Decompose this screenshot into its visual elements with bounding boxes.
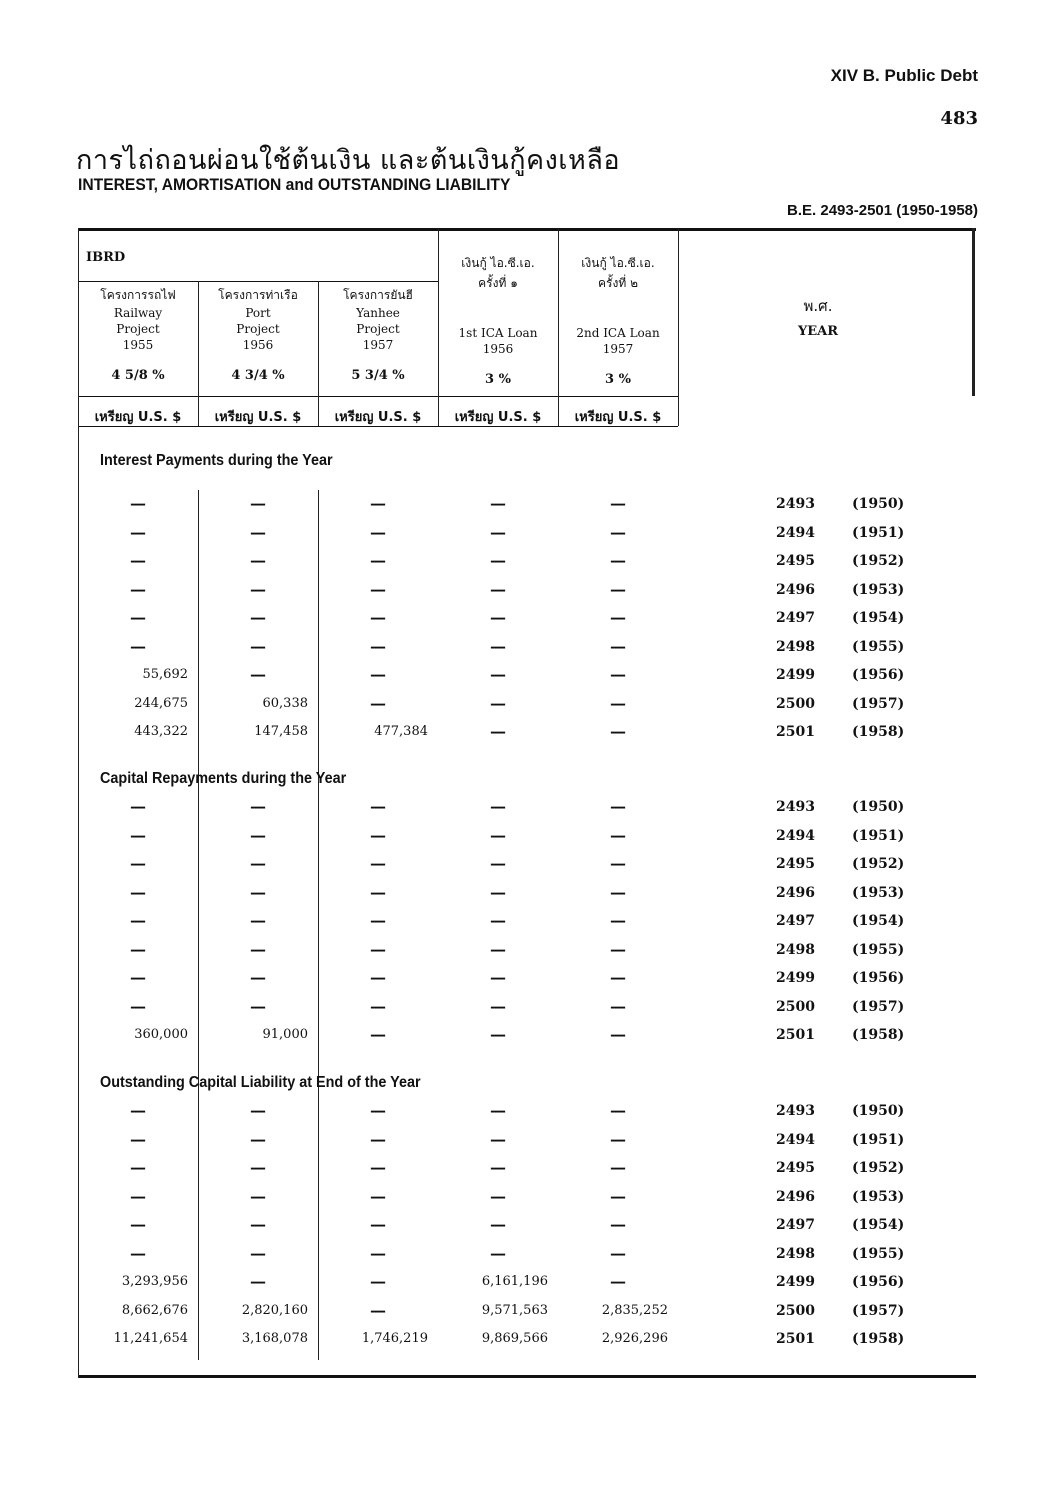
table-row [78,1240,976,1268]
year-be: 2494 [776,524,815,541]
col-2-year: 1956 [242,338,274,352]
col-1-project: Project [116,322,160,336]
col-4-unit: เหรียญ U.S. $ [454,410,542,425]
table-row [78,661,976,689]
table-cell: — [130,579,146,599]
col-1-name: Railway [113,306,163,320]
table-cell: — [250,882,266,902]
table-cell: — [610,1272,626,1291]
year-be: 2501 [776,1027,815,1043]
table-cell: — [370,1243,386,1263]
col-1-thai: โครงการรถไฟ [100,288,176,302]
table-cell: — [370,797,386,816]
col-3-rate: 5 3/4 % [351,368,405,383]
year-ad: (1958) [852,1027,905,1043]
table-cell: — [610,693,626,713]
table-cell: — [370,636,386,656]
table-cell: — [130,996,146,1016]
table-cell: — [250,1101,266,1120]
table-cell: — [130,1129,146,1149]
table-row [78,964,976,992]
table-row [78,519,976,547]
table-cell: — [370,693,386,713]
year-be: 2493 [776,496,815,512]
table-cell: — [610,1025,626,1044]
col-3-project: Project [356,322,400,336]
table-cell: — [370,1300,386,1320]
col-4-name: 1st ICA Loan [458,326,538,340]
table-cell: — [610,1215,626,1234]
table-cell: — [130,1243,146,1263]
table-cell: — [250,825,266,845]
table-cell: — [490,1215,506,1234]
year-be: 2494 [776,827,815,844]
table-cell: — [610,1158,626,1177]
year-be: 2498 [776,941,815,958]
table-cell: 3,168,078 [241,1331,308,1346]
table-cell: — [130,939,146,959]
table-cell: 2,835,252 [601,1302,668,1318]
year-be: 2493 [776,799,815,815]
table-cell: — [130,1186,146,1206]
year-be: 2499 [776,1274,815,1290]
table-cell: — [610,996,626,1016]
year-ad: (1956) [852,667,905,683]
year-be: 2497 [776,610,815,626]
table-cell: — [370,1158,386,1177]
col-4-thai-2: ครั้งที่ ๑ [478,276,518,290]
year-be: 2497 [776,913,815,929]
table-cell: — [130,1101,146,1120]
table-row [78,633,976,661]
table-cell: — [250,1215,266,1234]
year-be: 2496 [776,581,815,598]
table-cell: 147,458 [254,724,308,739]
col-4-year: 1956 [482,342,514,356]
table-cell: 2,926,296 [601,1331,668,1346]
year-be: 2497 [776,1217,815,1233]
table-cell: — [490,939,506,959]
table-cell: 91,000 [262,1027,308,1042]
table-row [78,850,976,878]
year-be: 2500 [776,695,815,712]
col-5-rate: 3 % [605,372,631,387]
page-title: INTEREST, AMORTISATION and OUTSTANDING LIABILITY [78,175,511,194]
table-cell: 3,293,956 [121,1274,188,1289]
table-row [78,1154,976,1182]
table-cell: — [130,608,146,627]
year-be: 2500 [776,1302,815,1319]
table-cell: — [490,1186,506,1206]
page-title-thai: การไถ่ถอนผ่อนใช้ต้นเงิน และต้นเงินกู้คงเหลือ [76,145,621,176]
col-3-thai: โครงการยันฮี [343,288,413,302]
table-cell: — [370,1129,386,1149]
table-cell: 8,662,676 [121,1302,188,1318]
table-cell: — [250,636,266,656]
table-cell: — [370,911,386,930]
table-cell: — [250,1243,266,1263]
table-cell: — [610,608,626,627]
year-ad: (1955) [852,638,905,655]
table-cell: — [370,494,386,513]
table-row [78,547,976,575]
table-cell: — [130,1215,146,1234]
table-top-rule [78,228,976,231]
year-be: 2493 [776,1103,815,1119]
table-cell: — [250,797,266,816]
table-cell: 443,322 [134,724,188,739]
table-cell: — [490,1129,506,1149]
table-cell: — [250,1186,266,1206]
year-ad: (1951) [852,827,905,844]
table-row [78,1097,976,1125]
year-be: 2495 [776,553,815,569]
table-cell: — [610,1129,626,1149]
table-cell: 11,241,654 [113,1331,188,1346]
year-ad: (1956) [852,1274,905,1290]
table-cell: 9,571,563 [481,1302,548,1318]
section-label: XIV B. Public Debt [830,66,978,85]
group-rule [78,281,438,282]
table-cell: — [490,722,506,741]
year-be: 2498 [776,1245,815,1262]
col-3-unit: เหรียญ U.S. $ [334,410,422,425]
table-cell: — [490,1158,506,1177]
table-cell: 2,820,160 [241,1302,308,1318]
table-cell: — [250,608,266,627]
table-cell: — [250,494,266,513]
year-ad: (1954) [852,610,905,626]
table-cell: — [610,882,626,902]
col-4-rate: 3 % [485,372,511,387]
year-ad: (1957) [852,1302,905,1319]
year-ad: (1953) [852,1188,905,1205]
table-cell: — [130,968,146,987]
table-cell: — [130,911,146,930]
year-ad: (1953) [852,884,905,901]
table-cell: — [490,1025,506,1044]
year-ad: (1951) [852,1131,905,1148]
table-cell: — [250,911,266,930]
table-cell: — [490,968,506,987]
year-be: 2494 [776,1131,815,1148]
year-ad: (1958) [852,724,905,740]
col-4-thai-1: เงินกู้ ไอ.ซี.เอ. [461,256,535,270]
table-cell: — [250,1272,266,1291]
year-ad: (1957) [852,695,905,712]
table-cell: — [250,996,266,1016]
year-ad: (1955) [852,1245,905,1262]
table-cell: — [370,1186,386,1206]
period-label: B.E. 2493-2501 (1950-1958) [787,202,978,219]
table-row [78,1211,976,1239]
table-cell: — [490,854,506,873]
table-cell: — [610,636,626,656]
table-cell: — [370,854,386,873]
year-be: 2501 [776,1331,815,1347]
table-cell: — [610,854,626,873]
table-cell: — [610,797,626,816]
table-cell: — [370,825,386,845]
table-row [78,879,976,907]
table-cell: — [610,939,626,959]
table-cell: — [130,882,146,902]
table-row [78,1268,976,1296]
table-cell: — [370,939,386,959]
table-cell: — [490,579,506,599]
col-2-rate: 4 3/4 % [231,368,285,383]
table-cell: — [610,968,626,987]
table-cell: — [610,722,626,741]
year-be: 2499 [776,970,815,986]
table-cell: — [490,1101,506,1120]
year-ad: (1954) [852,913,905,929]
table-cell: — [610,522,626,542]
table-cell: — [130,854,146,873]
col-1-rate: 4 5/8 % [111,368,165,383]
table-cell: — [610,494,626,513]
table-cell: — [370,882,386,902]
table-cell: — [490,494,506,513]
table-cell: 60,338 [262,695,308,711]
year-header: YEAR [797,324,839,339]
col-sep-5 [678,228,679,426]
year-ad: (1950) [852,1103,905,1119]
col-2-project: Project [236,322,280,336]
table-cell: — [250,551,266,570]
col-2-name: Port [245,306,271,320]
year-ad: (1951) [852,524,905,541]
year-ad: (1952) [852,553,905,569]
table-cell: — [250,1158,266,1177]
table-cell: — [490,825,506,845]
table-cell: — [130,797,146,816]
section-title-capital: Capital Repayments during the Year [100,770,347,787]
table-row [78,1297,976,1325]
table-cell: — [370,996,386,1016]
section-title-outstanding: Outstanding Capital Liability at End of the Year [100,1074,421,1091]
table-row [78,936,976,964]
table-cell: — [490,551,506,570]
col-5-year: 1957 [602,342,634,356]
table-cell: — [610,825,626,845]
table-row [78,718,976,746]
table-cell: — [370,1025,386,1044]
table-cell: — [250,522,266,542]
table-cell: 6,161,196 [481,1274,548,1289]
table-cell: 1,746,219 [361,1331,428,1346]
table-row [78,604,976,632]
table-cell: — [610,665,626,684]
table-cell: — [610,1186,626,1206]
table-cell: — [370,968,386,987]
year-header-thai: พ.ศ. [803,297,833,315]
table-cell: — [610,911,626,930]
table-row [78,1021,976,1049]
table-cell: — [610,1243,626,1263]
table-cell: 55,692 [142,667,188,682]
table-cell: — [490,911,506,930]
table-row [78,1183,976,1211]
year-be: 2501 [776,724,815,740]
year-ad: (1956) [852,970,905,986]
year-ad: (1957) [852,998,905,1015]
table-cell: — [370,579,386,599]
table-cell: — [490,882,506,902]
year-ad: (1950) [852,496,905,512]
col-5-unit: เหรียญ U.S. $ [574,410,662,425]
year-ad: (1954) [852,1217,905,1233]
table-cell: — [610,579,626,599]
table-cell: — [370,1101,386,1120]
group-label: IBRD [86,250,126,265]
table-cell: 360,000 [134,1027,188,1042]
year-ad: (1950) [852,799,905,815]
table-cell: — [490,608,506,627]
year-ad: (1955) [852,941,905,958]
table-row [78,1126,976,1154]
table-cell: — [610,551,626,570]
table-cell: — [130,636,146,656]
year-be: 2496 [776,884,815,901]
col-5-thai-1: เงินกู้ ไอ.ซี.เอ. [581,256,655,270]
table-cell: 244,675 [134,695,188,711]
table-row [78,907,976,935]
table-cell: — [370,1272,386,1291]
col-1-year: 1955 [122,338,154,352]
table-cell: — [490,665,506,684]
table-cell: — [490,693,506,713]
year-be: 2499 [776,667,815,683]
year-ad: (1952) [852,1160,905,1176]
table-right-border [972,228,975,396]
table-cell: — [370,522,386,542]
table-cell: — [610,1101,626,1120]
table-cell: — [130,825,146,845]
table-cell: — [370,1215,386,1234]
table-row [78,822,976,850]
table-cell: — [370,665,386,684]
table-cell: — [250,854,266,873]
table-cell: 477,384 [374,724,428,739]
table-cell: — [490,522,506,542]
table-cell: — [250,1129,266,1149]
table-cell: 9,869,566 [481,1331,548,1346]
col-3-year: 1957 [362,338,394,352]
col-5-thai-2: ครั้งที่ ๒ [598,276,638,290]
table-cell: — [490,797,506,816]
year-be: 2495 [776,1160,815,1176]
table-cell: — [490,636,506,656]
col-1-unit: เหรียญ U.S. $ [94,410,182,425]
col-3-name: Yanhee [356,306,400,320]
col-2-unit: เหรียญ U.S. $ [214,410,302,425]
page-number: 483 [940,108,978,129]
section-title-interest: Interest Payments during the Year [100,452,333,469]
table-cell: — [490,1243,506,1263]
table-row [78,793,976,821]
table-cell: — [370,608,386,627]
year-ad: (1952) [852,856,905,872]
year-be: 2495 [776,856,815,872]
table-cell: — [130,494,146,513]
data-table [78,228,976,1378]
table-cell: — [250,968,266,987]
col-2-thai: โครงการท่าเรือ [218,288,298,302]
table-cell: — [130,1158,146,1177]
table-row [78,576,976,604]
col-5-name: 2nd ICA Loan [576,326,660,340]
table-cell: — [250,939,266,959]
year-be: 2500 [776,998,815,1015]
table-cell: — [250,579,266,599]
table-row [78,690,976,718]
table-row [78,993,976,1021]
table-cell: — [250,665,266,684]
table-cell: — [130,551,146,570]
table-cell: — [370,551,386,570]
table-bottom-rule [78,1375,976,1378]
table-cell: — [130,522,146,542]
year-ad: (1958) [852,1331,905,1347]
year-be: 2496 [776,1188,815,1205]
table-cell: — [490,996,506,1016]
year-be: 2498 [776,638,815,655]
header-rule [78,396,678,397]
table-row [78,490,976,518]
table-row [78,1325,976,1353]
year-ad: (1953) [852,581,905,598]
